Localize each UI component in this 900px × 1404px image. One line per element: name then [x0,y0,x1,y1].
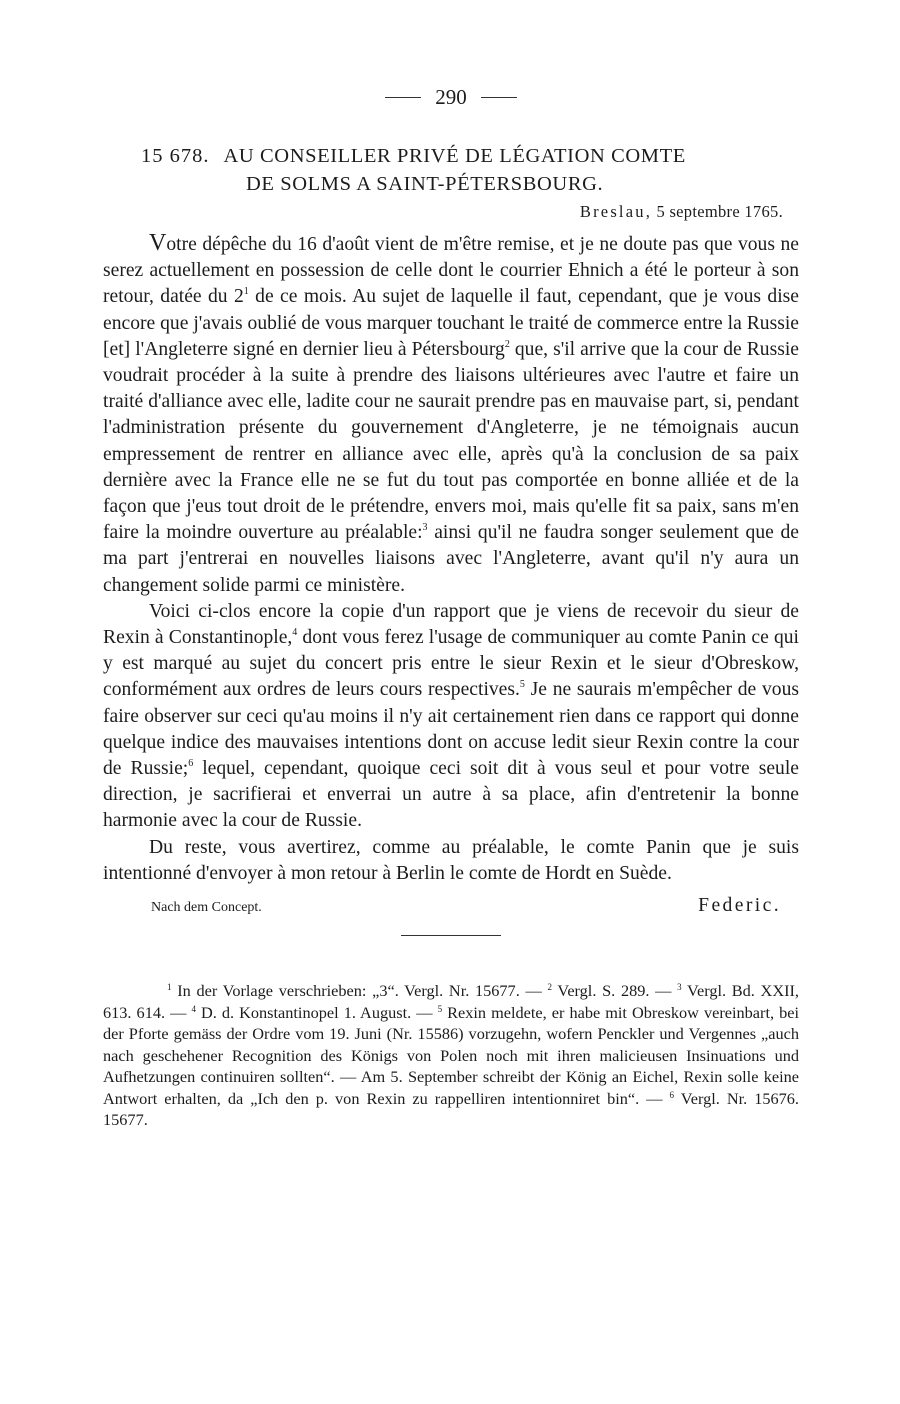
page-number: 290 [435,84,467,109]
dateline [103,202,783,222]
document-page [103,82,799,1131]
paragraph-2 [103,599,799,835]
paragraph-1 [103,230,799,599]
footnote-text-1: In der Vorlage verschrieben: „3“. Vergl. Nr. 15677. — [171,981,548,1001]
source-note: Nach dem Concept. [151,900,262,916]
footnote-text-4: D. d. Konstantinopel 1. August. — [195,1002,438,1022]
footnote-mark-1: 1 [167,982,172,993]
paragraph-1-text-d: ainsi qu'il ne faudra songer seulement que de ma part j'entrerai en nouvelles liaisons avec l'Angleterre, avant qu'il n'y aura un changement solide parmi ce ministère. [103,522,800,596]
paragraph-1-text-a: otre dépêche du 16 d'août vient de m'être remise, et je ne doute pas que vous ne serez actuellement en possession de celle dont le courrier Ehnich a été le porteur à son retour, datée du 2 [103,234,799,308]
footnote-ref-2: 2 [504,338,510,350]
paragraph-3: Du reste, vous avertirez, comme au préalable, le comte Panin que je suis intentionné d'envoyer à mon retour à Berlin le comte de Hordt en Suède. [103,836,799,884]
heading-line-2: DE SOLMS A SAINT-PÉTERSBOURG. [246,173,604,195]
closing-row [103,895,799,917]
footnote-text-3: Vergl. Bd. XXII, 613. 614. — [103,981,799,1022]
dateline-date: 5 septembre 1765. [656,202,783,221]
letter-heading [103,142,799,198]
footnote-mark-3: 3 [677,982,682,993]
footnote-ref-6: 6 [188,758,194,770]
header-dash-right [481,97,517,98]
footnote-mark-5: 5 [437,1003,443,1014]
heading-line-1 [141,142,799,170]
footnote-ref-1: 1 [243,286,249,298]
footnote-mark-6: 6 [669,1089,675,1100]
signature: Federic. [698,895,781,917]
paragraph-2-text-a: Voici ci-clos encore la copie d'un rapport que je viens de recevoir du sieur de Rexin à Constantinople, [103,600,799,649]
footnote-ref-5: 5 [519,679,525,691]
header-dash-left [385,97,421,98]
footnote-block [103,980,799,1131]
footnote-mark-4: 4 [191,1003,196,1014]
paragraph-2-text-d: lequel, cependant, quoique ceci soit dit à vous seul et pour votre seule direction, je sacrifierai et enverrai un autre à sa place, afin d'entretenir la bonne harmonie avec la cour de Russie. [103,758,799,832]
letter-body [103,230,799,887]
letter-number: 15 678. [141,145,210,167]
footnote-ref-3: 3 [422,522,428,534]
footnote-mark-2: 2 [547,982,552,993]
footnote-separator [401,935,501,936]
heading-title-1: AU CONSEILLER PRIVÉ DE LÉGATION COMTE [223,145,686,167]
paragraph-2-text-b: dont vous ferez l'usage de communiquer au comte Panin ce qui y est marqué au sujet du concert pris entre le sieur Rexin et le sieur d'Obreskow, conformément aux ordres de leurs cours respectives. [103,627,799,701]
paragraph-1-text-b: de ce mois. Au sujet de laquelle il faut, cependant, que je vous dise encore que j'avais oublié de vous marquer touchant le traité de commerce entre la Russie [et] l'Angleterre signé en dernier lieu à Pétersbourg [103,286,799,360]
footnote-text-6: Vergl. Nr. 15676. 15677. [103,1088,799,1130]
footnote-ref-4: 4 [292,627,298,639]
footnotes [103,980,799,1131]
dateline-place: Breslau, [579,202,653,221]
footnote-text-2: Vergl. S. 289. — [551,981,678,1001]
drop-capital: V [149,230,167,256]
page-header [103,82,799,112]
paragraph-2-text-c: Je ne saurais m'empêcher de vous faire observer sur ceci qu'au moins il n'y ait certainement rien dans ce rapport qui donne quelque indice des mauvaises intentions dont on accuse ledit sieur Rexin contre la cour de Russie; [103,679,799,780]
paragraph-1-text-c: que, s'il arrive que la cour de Russie voudrait procéder à la suite à prendre des liaisons ultérieures avec l'autre et faire un traité d'alliance avec elle, ladite cour ne saurait prendre pas en mauvaise part, si, pendant l'administration présente du gouvernement d'Angleterre, je ne témoignais aucun empressement de rentrer en alliance avec elle, après qu'à la conclusion de sa paix dernière avec la France elle ne se fut du tout pas comportée en bonne alliée et de la façon que j'eus tout droit de le prétendre, envers moi, mais qu'elle fit sa paix, sans m'en faire la moindre ouverture au préalable: [103,338,799,544]
footnote-text-5: Rexin meldete, er habe mit Obreskow vereinbart, bei der Pforte gemäss der Ordre vom 19. Juni (Nr. 15586) vorzugehn, wofern Penckler und Vergennes „auch nach geschehener Recognition des Königs von Polen noch mit ihren malicieusen Insinuations und Aufhetzungen continuiren sollten“. — Am 5. September schreibt der König an Eichel, Rexin solle keine Antwort erhalten, da „Ich den p. von Rexin zu rappelliren intentionniret bin“. — [103,1002,799,1108]
